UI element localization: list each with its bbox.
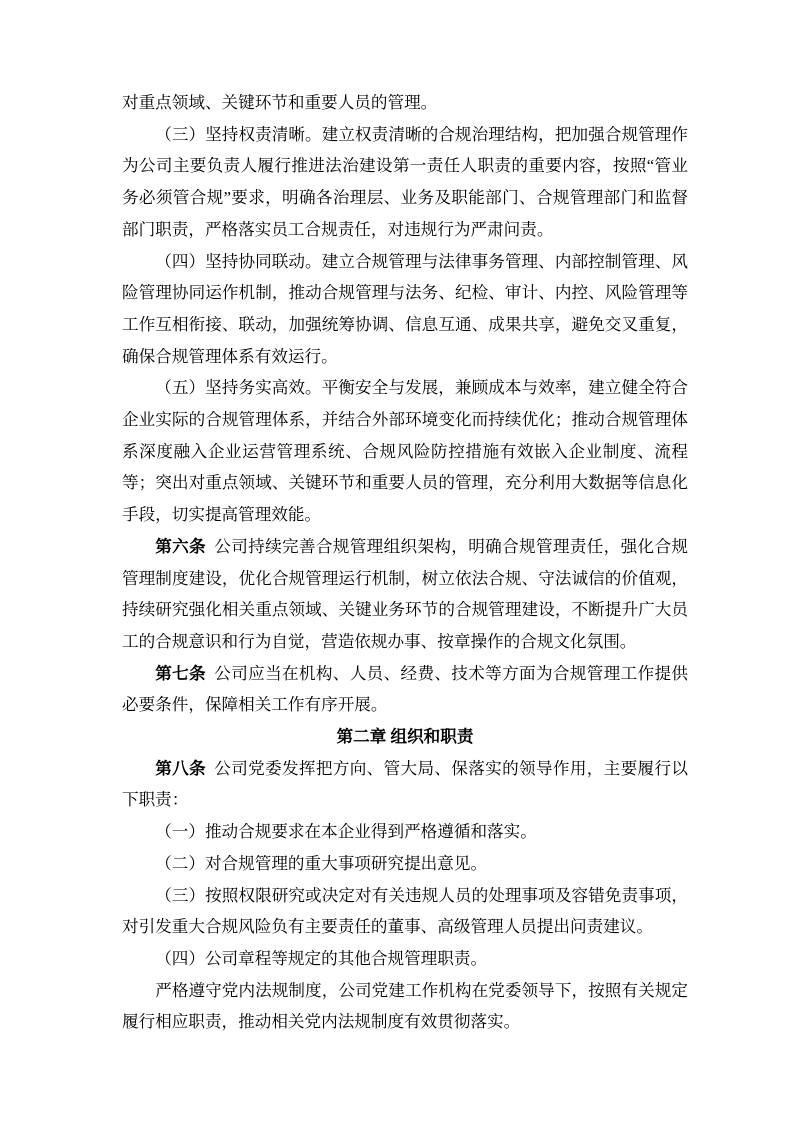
paragraph-duty-1: （一）推动合规要求在本企业得到严格遵循和落实。 xyxy=(155,822,537,842)
article-8-number: 第八条 xyxy=(155,758,206,778)
article-8-text: 公司党委发挥把方向、管大局、保落实的领导作用，主要履行以下职责： xyxy=(122,758,689,810)
paragraph-duty-4: （四）公司章程等规定的其他合规管理职责。 xyxy=(155,948,488,968)
article-6-number: 第六条 xyxy=(155,536,206,556)
paragraph-principle-4: （四）坚持协同联动。建立合规管理与法律事务管理、内部控制管理、风险管理协同运作机制，推动合规管理与法务、纪检、审计、内控、风险管理等工作互相衔接、联动，加强统筹协调、信息互通、成果共享，避免交叉重复，确保合规管理体系有效运行。 xyxy=(122,251,688,366)
paragraph-party-rules: 严格遵守党内法规制度，公司党建工作机构在党委领导下，按照有关规定履行相应职责，推动相关党内法规制度有效贯彻落实。 xyxy=(122,980,688,1032)
article-7-number: 第七条 xyxy=(155,663,206,683)
paragraph-article-6 xyxy=(122,531,688,658)
paragraph-principle-5: （五）坚持务实高效。平衡安全与发展，兼顾成本与效率，建立健全符合企业实际的合规管理体系，并结合外部环境变化而持续优化；推动合规管理体系深度融入企业运营管理系统、合规风险防控措施有效嵌入企业制度、流程等；突出对重点领域、关键环节和重要人员的管理，充分利用大数据等信息化手段，切实提高管理效能。 xyxy=(122,378,688,525)
article-7-text: 公司应当在机构、人员、经费、技术等方面为合规管理工作提供必要条件，保障相关工作有序开展。 xyxy=(122,663,689,715)
document-body-text xyxy=(122,87,688,1038)
paragraph-article-7 xyxy=(122,658,688,721)
paragraph-continuation: 对重点领域、关键环节和重要人员的管理。 xyxy=(122,93,438,112)
article-6-text: 公司持续完善合规管理组织架构，明确合规管理责任，强化合规管理制度建设，优化合规管理运行机制，树立依法合规、守法诚信的价值观，持续研究强化相关重点领域、关键业务环节的合规管理建设，不断提升广大员工的合规意识和行为自觉，营造依规办事、按章操作的合规文化氛围。 xyxy=(122,536,689,651)
paragraph-article-8 xyxy=(122,753,688,816)
paragraph-duty-2: （二）对合规管理的重大事项研究提出意见。 xyxy=(155,853,488,873)
paragraph-duty-3: （三）按照权限研究或决定对有关违规人员的处理事项及容错免责事项，对引发重大合规风险负有主要责任的董事、高级管理人员提出问责建议。 xyxy=(122,885,688,937)
paragraph-principle-3: （三）坚持权责清晰。建立权责清晰的合规治理结构，把加强合规管理作为公司主要负责人履行推进法治建设第一责任人职责的重要内容，按照“管业务必须管合规”要求，明确各治理层、业务及职能部门、合规管理部门和监督部门职责，严格落实员工合规责任，对违规行为严肃问责。 xyxy=(122,124,688,239)
chapter-2-heading: 第二章 组织和职责 xyxy=(336,727,474,747)
